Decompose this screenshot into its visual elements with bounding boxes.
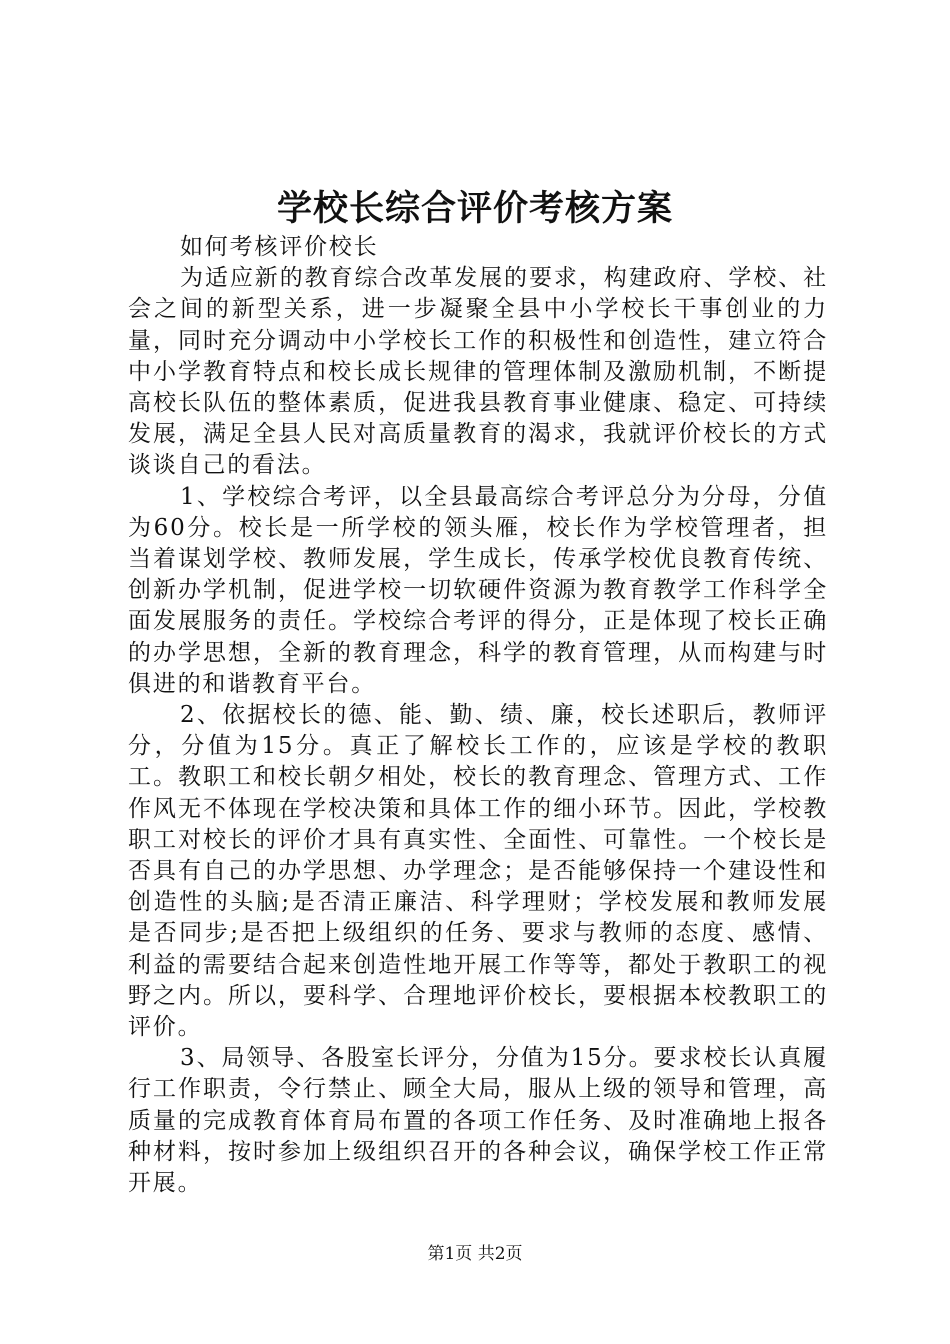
paragraph-intro: 为适应新的教育综合改革发展的要求，构建政府、学校、社会之间的新型关系，进一步凝聚全县中小学校长干事创业的力量，同时充分调动中小学校长工作的积极性和创造性，建立符合中小学教育特点和校长成长规律的管理体制及激励机制，不断提高校长队伍的整体素质，促进我县教育事业健康、稳定、可持续发展，满足全县人民对高质量教育的渴求，我就评价校长的方式谈谈自己的看法。 [128, 265, 828, 479]
paragraph-item-3: 3、局领导、各股室长评分，分值为15分。要求校长认真履行工作职责，令行禁止、顾全大局，服从上级的领导和管理，高质量的完成教育体育局布置的各项工作任务、及时准确地上报各种材料，按时参加上级组织召开的各种会议，确保学校工作正常开展。 [128, 1045, 828, 1197]
page-number-footer: 第1页 共2页 [427, 1244, 523, 1264]
page-title: 学校长综合评价考核方案 [276, 188, 673, 229]
paragraph-item-2: 2、依据校长的德、能、勤、绩、廉，校长述职后，教师评分，分值为15分。真正了解校长工作的，应该是学校的教职工。教职工和校长朝夕相处，校长的教育理念、管理方式、工作作风无不体现在学校决策和具体工作的细小环节。因此，学校教职工对校长的评价才具有真实性、全面性、可靠性。一个校长是否具有自己的办学思想、办学理念；是否能够保持一个建设性和创造性的头脑;是否清正廉洁、科学理财；学校发展和教师发展是否同步;是否把上级组织的任务、要求与教师的态度、感情、利益的需要结合起来创造性地开展工作等等，都处于教职工的视野之内。所以，要科学、合理地评价校长，要根据本校教职工的评价。 [128, 702, 828, 1041]
document-body [128, 232, 828, 1199]
paragraph-item-1: 1、学校综合考评，以全县最高综合考评总分为分母，分值为60分。校长是一所学校的领头雁，校长作为学校管理者，担当着谋划学校、教师发展，学生成长，传承学校优良教育传统、创新办学机制，促进学校一切软硬件资源为教育教学工作科学全面发展服务的责任。学校综合考评的得分，正是体现了校长正确的办学思想，全新的教育理念，科学的教育管理，从而构建与时俱进的和谐教育平台。 [128, 483, 828, 697]
document-subtitle: 如何考核评价校长 [180, 234, 379, 260]
